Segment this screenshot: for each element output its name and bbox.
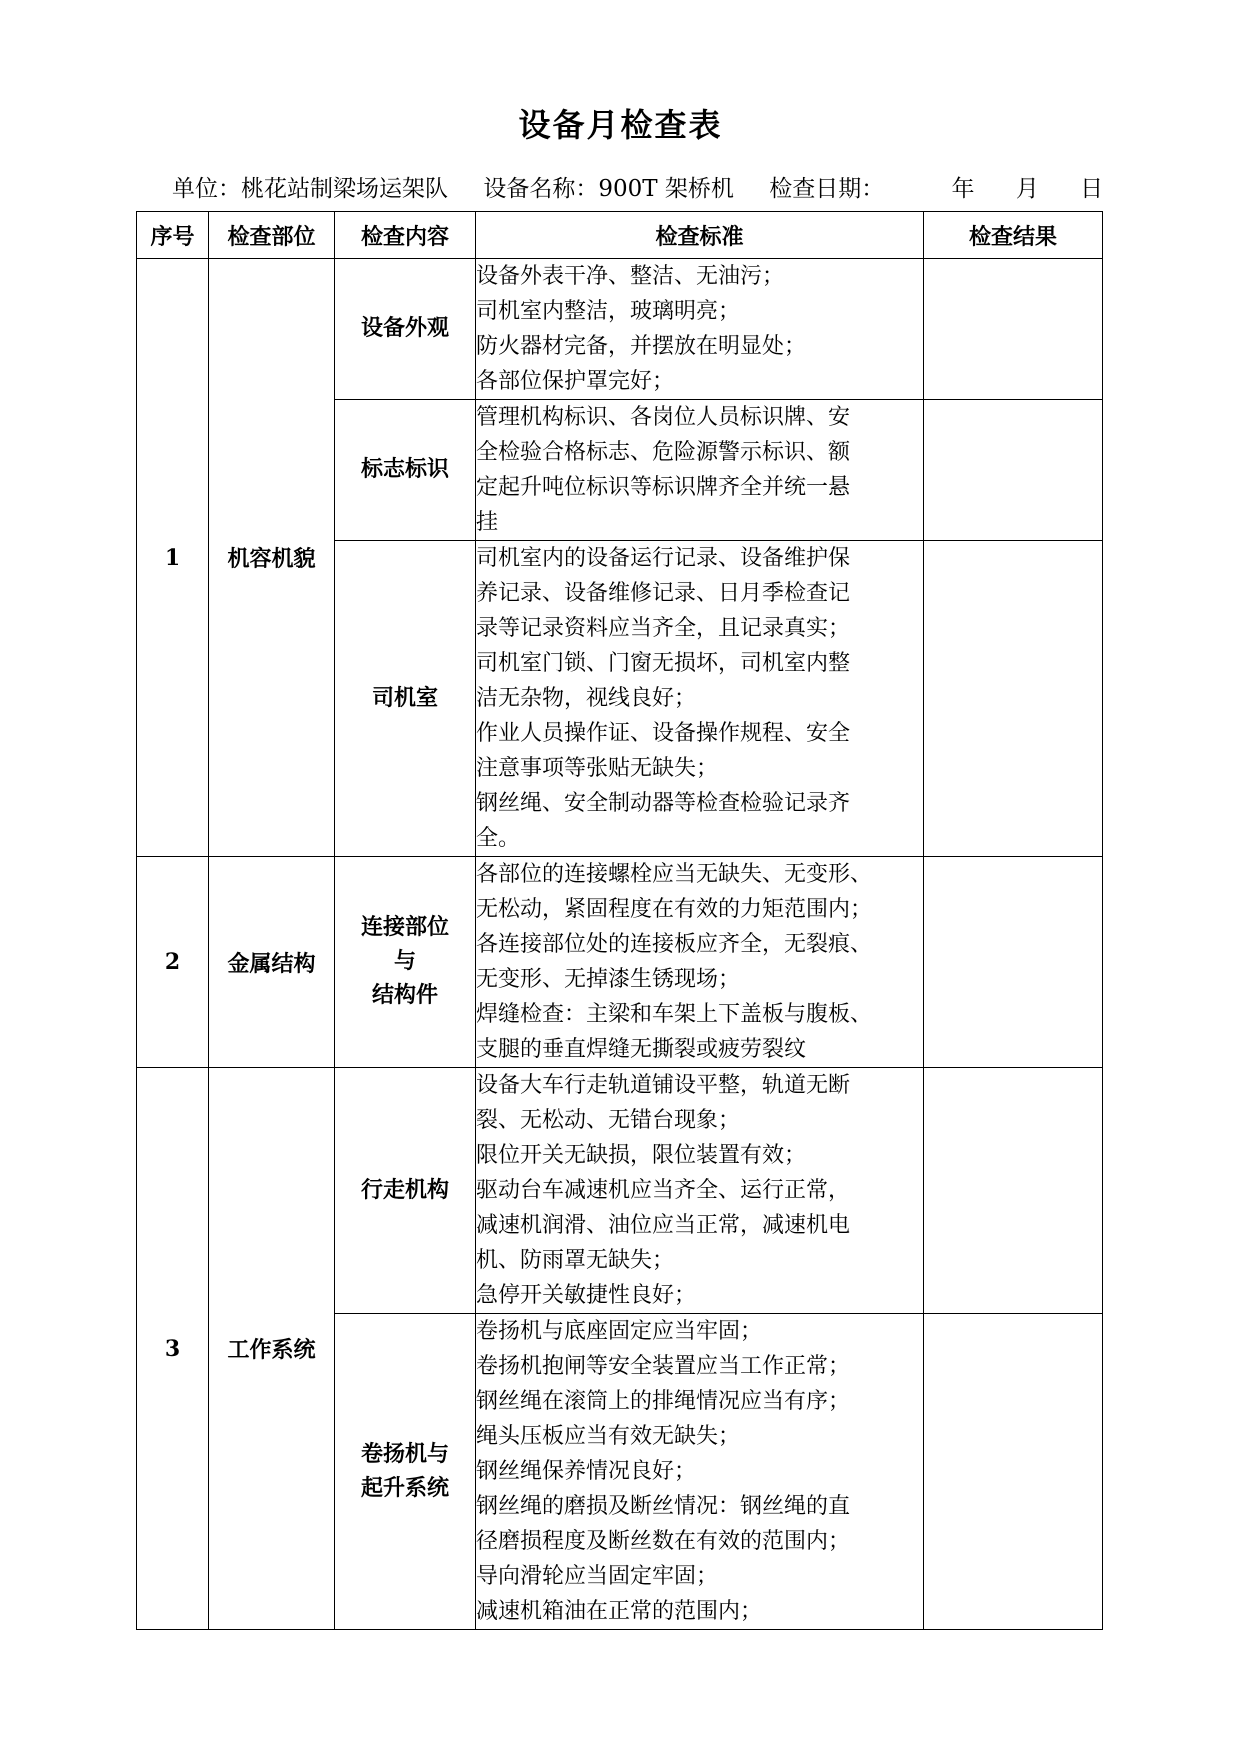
standard-line: 减速机箱油在正常的范围内； bbox=[476, 1599, 763, 1624]
header-info-line bbox=[172, 170, 1103, 203]
check-content-cell bbox=[335, 857, 476, 1068]
standard-line: 无松动，紧固程度在有效的力矩范围内； bbox=[476, 897, 873, 922]
check-content-cell: 设备外观 bbox=[335, 259, 476, 400]
check-result-cell[interactable] bbox=[924, 1068, 1103, 1314]
inspection-date-label: 检查日期： bbox=[769, 176, 885, 202]
standard-line: 全。 bbox=[476, 826, 521, 851]
serial-no-cell: 2 bbox=[137, 857, 209, 1068]
check-result-cell[interactable] bbox=[924, 1314, 1103, 1630]
table-row bbox=[137, 259, 1103, 400]
standard-line: 司机室门锁、门窗无损坏，司机室内整 bbox=[476, 651, 851, 676]
standard-line: 导向滑轮应当固定牢固； bbox=[476, 1564, 719, 1589]
content-line: 结构件 bbox=[371, 983, 438, 1008]
check-part-cell: 工作系统 bbox=[209, 1068, 335, 1630]
check-standard-cell bbox=[476, 400, 924, 541]
standard-line: 养记录、设备维修记录、日月季检查记 bbox=[476, 581, 851, 606]
check-content-cell: 司机室 bbox=[335, 541, 476, 857]
content-line: 起升系统 bbox=[360, 1475, 449, 1501]
check-content-cell bbox=[335, 1314, 476, 1630]
standard-line: 径磨损程度及断丝数在有效的范围内； bbox=[476, 1529, 851, 1554]
standard-line: 支腿的垂直焊缝无撕裂或疲劳裂纹 bbox=[476, 1037, 807, 1062]
standard-line: 无变形、无掉漆生锈现场； bbox=[476, 967, 741, 992]
standard-line: 注意事项等张贴无缺失； bbox=[476, 756, 719, 781]
standard-line: 司机室内整洁，玻璃明亮； bbox=[476, 299, 741, 324]
standard-line: 各连接部位处的连接板应齐全，无裂痕、 bbox=[476, 932, 873, 957]
standard-line: 作业人员操作证、设备操作规程、安全 bbox=[476, 721, 851, 746]
standard-line: 防火器材完备，并摆放在明显处； bbox=[476, 334, 807, 359]
check-result-cell[interactable] bbox=[924, 857, 1103, 1068]
page-title: 设备月检查表 bbox=[518, 106, 723, 144]
standard-line: 各部位的连接螺栓应当无缺失、无变形、 bbox=[476, 862, 873, 887]
equipment-name-label: 设备名称：900T 架桥机 bbox=[483, 176, 734, 202]
standard-line: 机、防雨罩无缺失； bbox=[476, 1248, 675, 1273]
content-line: 卷扬机与 bbox=[360, 1441, 449, 1467]
table-row bbox=[137, 1068, 1103, 1314]
check-result-cell[interactable] bbox=[924, 400, 1103, 541]
check-part-cell: 机容机貌 bbox=[209, 259, 335, 857]
serial-no-cell: 1 bbox=[137, 259, 209, 857]
standard-line: 全检验合格标志、危险源警示标识、额 bbox=[476, 440, 851, 465]
check-result-cell[interactable] bbox=[924, 259, 1103, 400]
standard-line: 钢丝绳的磨损及断丝情况：钢丝绳的直 bbox=[476, 1494, 851, 1519]
header-check-standard: 检查标准 bbox=[476, 212, 924, 259]
standard-line: 司机室内的设备运行记录、设备维护保 bbox=[476, 546, 851, 571]
header-check-result: 检查结果 bbox=[924, 212, 1103, 259]
unit-label: 单位：桃花站制梁场运架队 bbox=[172, 176, 448, 202]
standard-line: 挂 bbox=[476, 510, 499, 535]
header-serial-no: 序号 bbox=[137, 212, 209, 259]
standard-line: 卷扬机抱闸等安全装置应当工作正常； bbox=[476, 1354, 851, 1379]
check-standard-cell bbox=[476, 1068, 924, 1314]
serial-no-cell: 3 bbox=[137, 1068, 209, 1630]
header-check-part: 检查部位 bbox=[209, 212, 335, 259]
standard-line: 驱动台车减速机应当齐全、运行正常， bbox=[476, 1178, 851, 1203]
standard-line: 各部位保护罩完好； bbox=[476, 369, 675, 394]
check-part-cell: 金属结构 bbox=[209, 857, 335, 1068]
standard-line: 绳头压板应当有效无缺失； bbox=[476, 1424, 741, 1449]
standard-line: 钢丝绳保养情况良好； bbox=[476, 1459, 697, 1484]
standard-line: 录等记录资料应当齐全，且记录真实； bbox=[476, 616, 851, 641]
standard-line: 焊缝检查：主梁和车架上下盖板与腹板、 bbox=[476, 1002, 873, 1027]
standard-line: 设备外表干净、整洁、无油污； bbox=[476, 264, 785, 289]
standard-line: 限位开关无缺损，限位装置有效； bbox=[476, 1143, 807, 1168]
standard-line: 钢丝绳在滚筒上的排绳情况应当有序； bbox=[476, 1389, 851, 1414]
check-content-cell: 行走机构 bbox=[335, 1068, 476, 1314]
inspection-table bbox=[136, 211, 1103, 1630]
header-check-content: 检查内容 bbox=[335, 212, 476, 259]
check-content-cell: 标志标识 bbox=[335, 400, 476, 541]
table-header-row bbox=[137, 212, 1103, 259]
check-standard-cell bbox=[476, 857, 924, 1068]
date-month-field: 月 bbox=[1015, 176, 1039, 202]
date-year-field: 年 bbox=[951, 176, 975, 202]
standard-line: 定起升吨位标识等标识牌齐全并统一悬 bbox=[476, 475, 851, 500]
standard-line: 卷扬机与底座固定应当牢固； bbox=[476, 1319, 763, 1344]
content-line: 连接部位 bbox=[360, 915, 449, 940]
date-day-field: 日 bbox=[1080, 176, 1104, 202]
content-line: 与 bbox=[393, 949, 416, 974]
check-standard-cell bbox=[476, 541, 924, 857]
standard-line: 减速机润滑、油位应当正常，减速机电 bbox=[476, 1213, 851, 1238]
table-row bbox=[137, 857, 1103, 1068]
standard-line: 洁无杂物，视线良好； bbox=[476, 686, 697, 711]
check-standard-cell bbox=[476, 259, 924, 400]
check-standard-cell bbox=[476, 1314, 924, 1630]
check-result-cell[interactable] bbox=[924, 541, 1103, 857]
standard-line: 裂、无松动、无错台现象； bbox=[476, 1108, 741, 1133]
standard-line: 设备大车行走轨道铺设平整，轨道无断 bbox=[476, 1073, 851, 1098]
standard-line: 管理机构标识、各岗位人员标识牌、安 bbox=[476, 405, 851, 430]
standard-line: 钢丝绳、安全制动器等检查检验记录齐 bbox=[476, 791, 851, 816]
standard-line: 急停开关敏捷性良好； bbox=[476, 1283, 697, 1308]
